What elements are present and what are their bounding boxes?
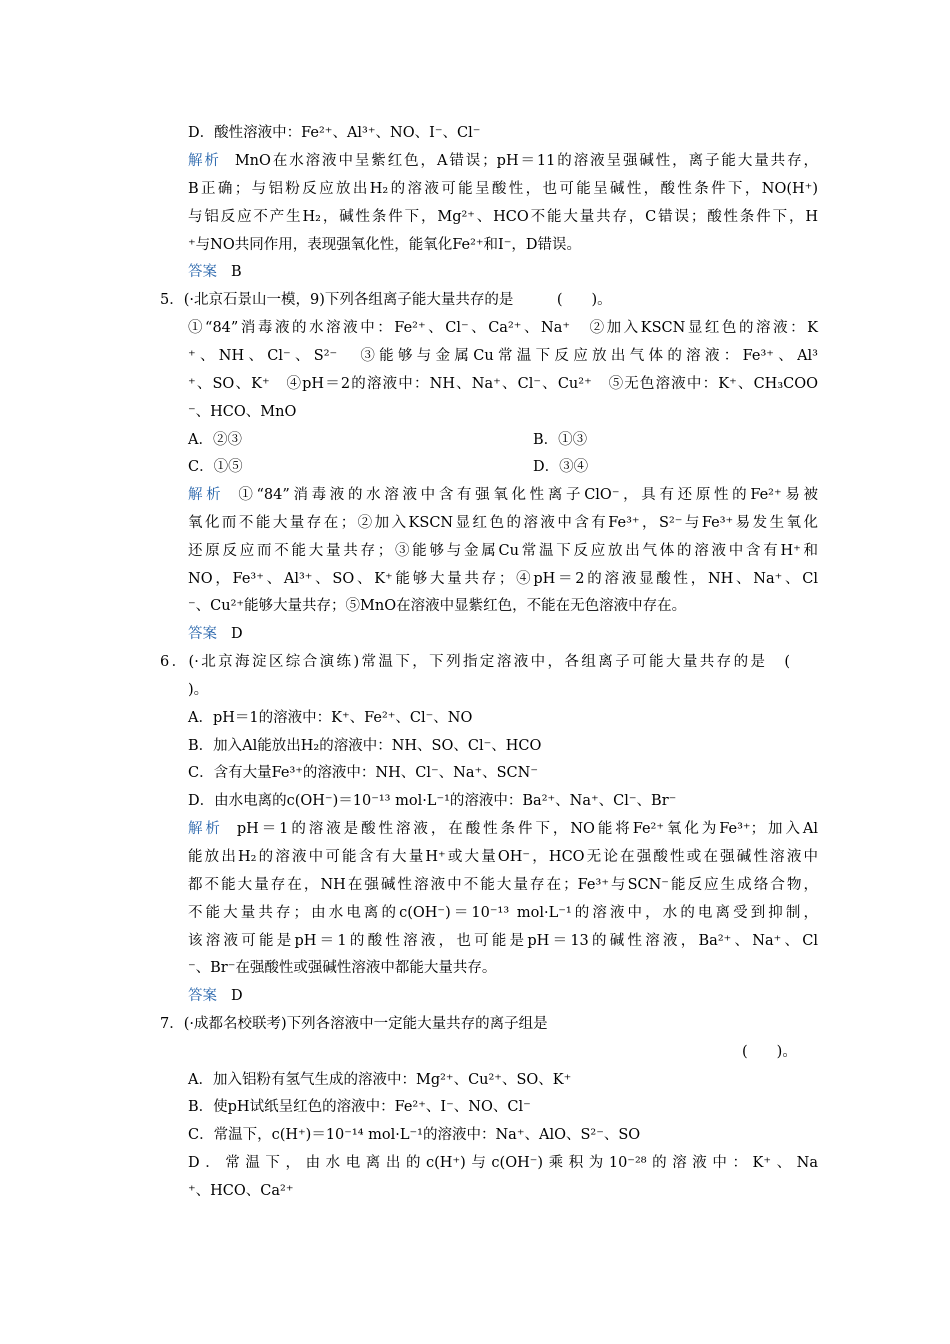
option-d: D．由水电离的c(OH⁻)＝10⁻¹³ mol·L⁻¹的溶液中：Ba²⁺、Na⁺、Cl⁻、Br⁻ xyxy=(188,793,677,809)
option-a: A．pH＝1的溶液中：K⁺、Fe²⁺、Cl⁻、NO xyxy=(188,710,473,726)
answer-line: 答案 B xyxy=(188,264,242,280)
explanation-line: 不能大量共存；由水电离的c(OH⁻)＝10⁻¹³ mol·L⁻¹的溶液中，水的电离受到抑制， xyxy=(188,905,818,921)
statement-line: ⁺、SO、K⁺ ④pH＝2的溶液中：NH、Na⁺、Cl⁻、Cu²⁺ ⑤无色溶液中：K⁺、CH₃COO xyxy=(188,376,818,392)
statement-line: ①“84”消毒液的水溶液中：Fe²⁺、Cl⁻、Ca²⁺、Na⁺ ②加入KSCN显红色的溶液：K xyxy=(188,320,818,336)
option-d: D．常温下，由水电离出的c(H⁺)与c(OH⁻)乘积为10⁻²⁸的溶液中：K⁺、Na xyxy=(188,1155,818,1171)
question-stem: 7．(·成都名校联考)下列各溶液中一定能大量共存的离子组是 xyxy=(160,1016,548,1032)
explanation-line: 解析 pH＝1的溶液是酸性溶液，在酸性条件下，NO能将Fe²⁺氧化为Fe³⁺；加入Al xyxy=(188,821,818,837)
explanation-label: 解析 xyxy=(188,487,225,503)
explanation-label: 解析 xyxy=(188,153,221,169)
explanation-line: 能放出H₂的溶液中可能含有大量H⁺或大量OH⁻，HCO无论在强酸性或在强碱性溶液中 xyxy=(188,849,818,865)
option-c: C．常温下，c(H⁺)＝10⁻¹⁴ mol·L⁻¹的溶液中：Na⁺、AlO、S²⁻、SO xyxy=(188,1127,641,1143)
option-d-continued: ⁺、HCO、Ca²⁺ xyxy=(188,1183,294,1199)
option-a: A．②③ xyxy=(188,432,242,448)
explanation-line: B正确；与铝粉反应放出H₂的溶液可能呈酸性，也可能呈碱性，酸性条件下，NO(H⁺) xyxy=(188,181,818,197)
answer-label: 答案 xyxy=(188,988,217,1004)
explanation-line: ⁺与NO共同作用，表现强氧化性，能氧化Fe²⁺和I⁻，D错误。 xyxy=(188,237,582,253)
explanation-line: ⁻、Br⁻在强酸性或强碱性溶液中都能大量共存。 xyxy=(188,960,497,976)
explanation-line: ⁻、Cu²⁺能够大量共存；⑤MnO在溶液中显紫红色，不能在无色溶液中存在。 xyxy=(188,598,687,614)
option-b: B．加入Al能放出H₂的溶液中：NH、SO、Cl⁻、HCO xyxy=(188,738,542,754)
statement-line: ⁺、NH、Cl⁻、S²⁻ ③能够与金属Cu常温下反应放出气体的溶液：Fe³⁺、Al³ xyxy=(188,348,818,364)
question-stem: 5．(·北京石景山一模，9)下列各组离子能大量共存的是 ( )。 xyxy=(160,292,612,308)
explanation-line: 还原反应而不能大量共存；③能够与金属Cu常温下反应放出气体的溶液中含有H⁺和 xyxy=(188,543,818,559)
answer-line: 答案 D xyxy=(188,988,243,1004)
question-stem: )。 xyxy=(188,682,209,698)
explanation-line: 该溶液可能是pH＝1的酸性溶液，也可能是pH＝13的碱性溶液，Ba²⁺、Na⁺、Cl xyxy=(188,933,818,949)
explanation-line: 都不能大量存在，NH在强碱性溶液中不能大量存在；Fe³⁺与SCN⁻能反应生成络合物， xyxy=(188,877,818,893)
explanation-line: NO，Fe³⁺、Al³⁺、SO、K⁺能够大量共存；④pH＝2的溶液显酸性，NH、Na⁺、Cl xyxy=(188,571,818,587)
explanation-label: 解析 xyxy=(188,821,223,837)
answer-line: 答案 D xyxy=(188,626,243,642)
option-d: D．③④ xyxy=(533,459,589,475)
option-b: B．①③ xyxy=(533,432,588,448)
explanation-line: 与铝反应不产生H₂，碱性条件下，Mg²⁺、HCO不能大量共存，C错误；酸性条件下，H xyxy=(188,209,818,225)
answer-label: 答案 xyxy=(188,264,217,280)
option-b: B．使pH试纸呈红色的溶液中：Fe²⁺、I⁻、NO、Cl⁻ xyxy=(188,1099,531,1115)
explanation-line: 氧化而不能大量存在；②加入KSCN显红色的溶液中含有Fe³⁺，S²⁻与Fe³⁺易发生氧化 xyxy=(188,515,818,531)
answer-label: 答案 xyxy=(188,626,217,642)
option-a: A．加入铝粉有氢气生成的溶液中：Mg²⁺、Cu²⁺、SO、K⁺ xyxy=(188,1072,572,1088)
option-c: C．①⑤ xyxy=(188,459,243,475)
option-d: D．酸性溶液中：Fe²⁺、Al³⁺、NO、I⁻、Cl⁻ xyxy=(188,125,481,141)
explanation-line: 解析 MnO在水溶液中呈紫红色，A错误；pH＝11的溶液呈强碱性，离子能大量共存， xyxy=(188,153,818,169)
statement-line: ⁻、HCO、MnO xyxy=(188,404,297,420)
option-c: C．含有大量Fe³⁺的溶液中：NH、Cl⁻、Na⁺、SCN⁻ xyxy=(188,765,538,781)
explanation-line: 解析 ①“84”消毒液的水溶液中含有强氧化性离子ClO⁻，具有还原性的Fe²⁺易被 xyxy=(188,487,818,503)
question-stem: 6．(·北京海淀区综合演练)常温下，下列指定溶液中，各组离子可能大量共存的是 ( xyxy=(160,654,790,670)
answer-blank: ( )。 xyxy=(742,1044,797,1060)
